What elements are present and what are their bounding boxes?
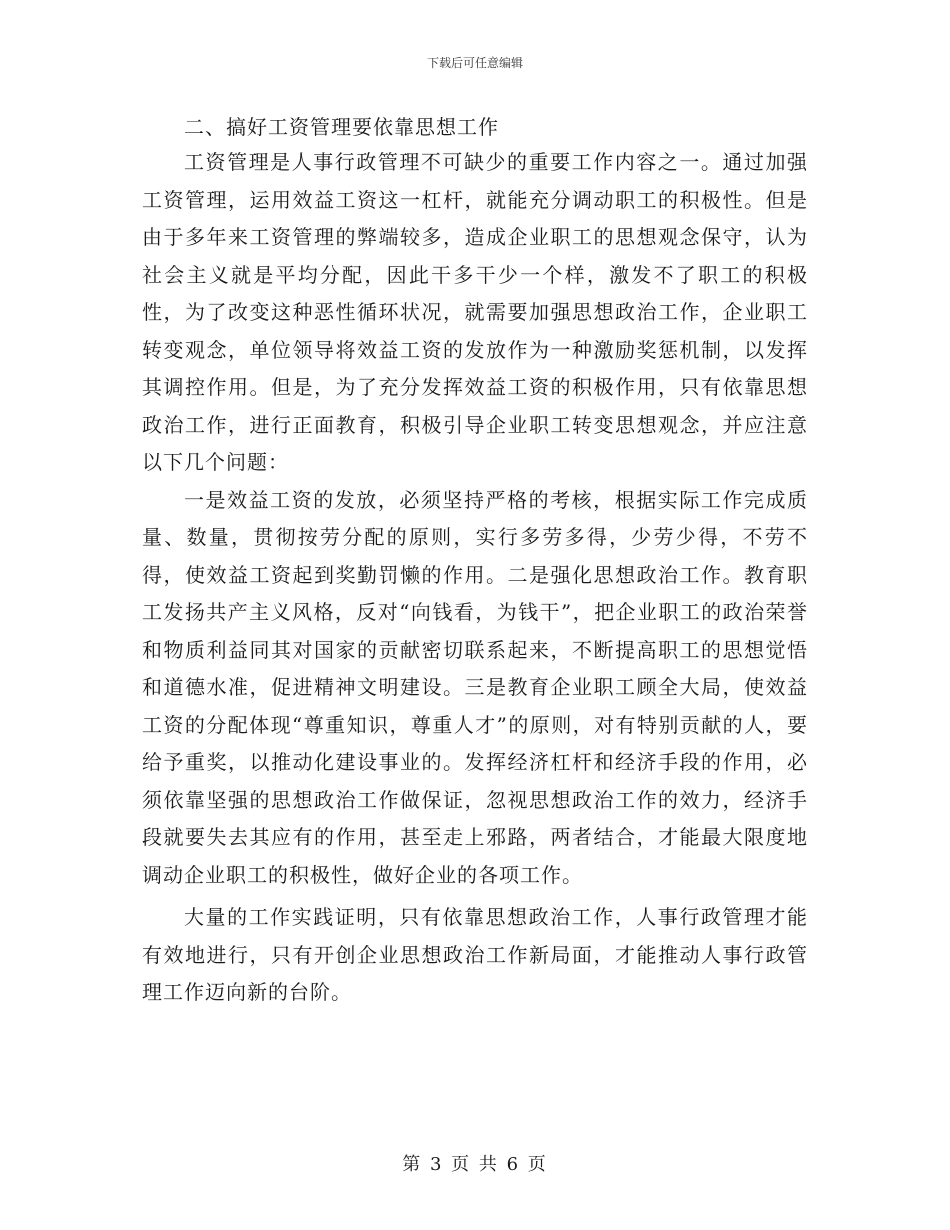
page-number: 第 3 页 共 6 页 bbox=[402, 1154, 548, 1175]
paragraph-1: 工资管理是人事行政管理不可缺少的重要工作内容之一。通过加强工资管理，运用效益工资这一杠杆，就能充分调动职工的积极性。但是由于多年来工资管理的弊端较多，造成企业职工的思想观念保守，认为社会主义就是平均分配，因此干多干少一个样，激发不了职工的积极性，为了改变这种恶性循环状况，就需要加强思想政治工作，企业职工转变观念，单位领导将效益工资的发放作为一种激励奖惩机制，以发挥其调控作用。但是，为了充分发挥效益工资的积极作用，只有依靠思想政治工作，进行正面教育，积极引导企业职工转变思想观念，并应注意以下几个问题： bbox=[142, 150, 808, 474]
paragraph-3: 大量的工作实践证明，只有依靠思想政治工作，人事行政管理才能有效地进行，只有开创企业思想政治工作新局面，才能推动人事行政管理工作迈向新的台阶。 bbox=[142, 905, 808, 1004]
section-heading: 二、搞好工资管理要依靠思想工作 bbox=[184, 115, 499, 139]
download-note: 下载后可任意编辑 bbox=[426, 56, 523, 70]
document-body bbox=[142, 110, 808, 1012]
paragraph-2: 一是效益工资的发放，必须坚持严格的考核，根据实际工作完成质量、数量，贯彻按劳分配的原则，实行多劳多得，少劳少得，不劳不得，使效益工资起到奖勤罚懒的作用。二是强化思想政治工作。教育职工发扬共产主义风格，反对“向钱看，为钱干”，把企业职工的政治荣誉和物质利益同其对国家的贡献密切联系起来，不断提高职工的思想觉悟和道德水准，促进精神文明建设。三是教育企业职工顾全大局，使效益工资的分配体现“尊重知识，尊重人才”的原则，对有特别贡献的人，要给予重奖，以推动化建设事业的。发挥经济杠杆和经济手段的作用，必须依靠坚强的思想政治工作做保证，忽视思想政治工作的效力，经济手段就要失去其应有的作用，甚至走上邪路，两者结合，才能最大限度地调动企业职工的积极性，做好企业的各项工作。 bbox=[142, 487, 808, 887]
